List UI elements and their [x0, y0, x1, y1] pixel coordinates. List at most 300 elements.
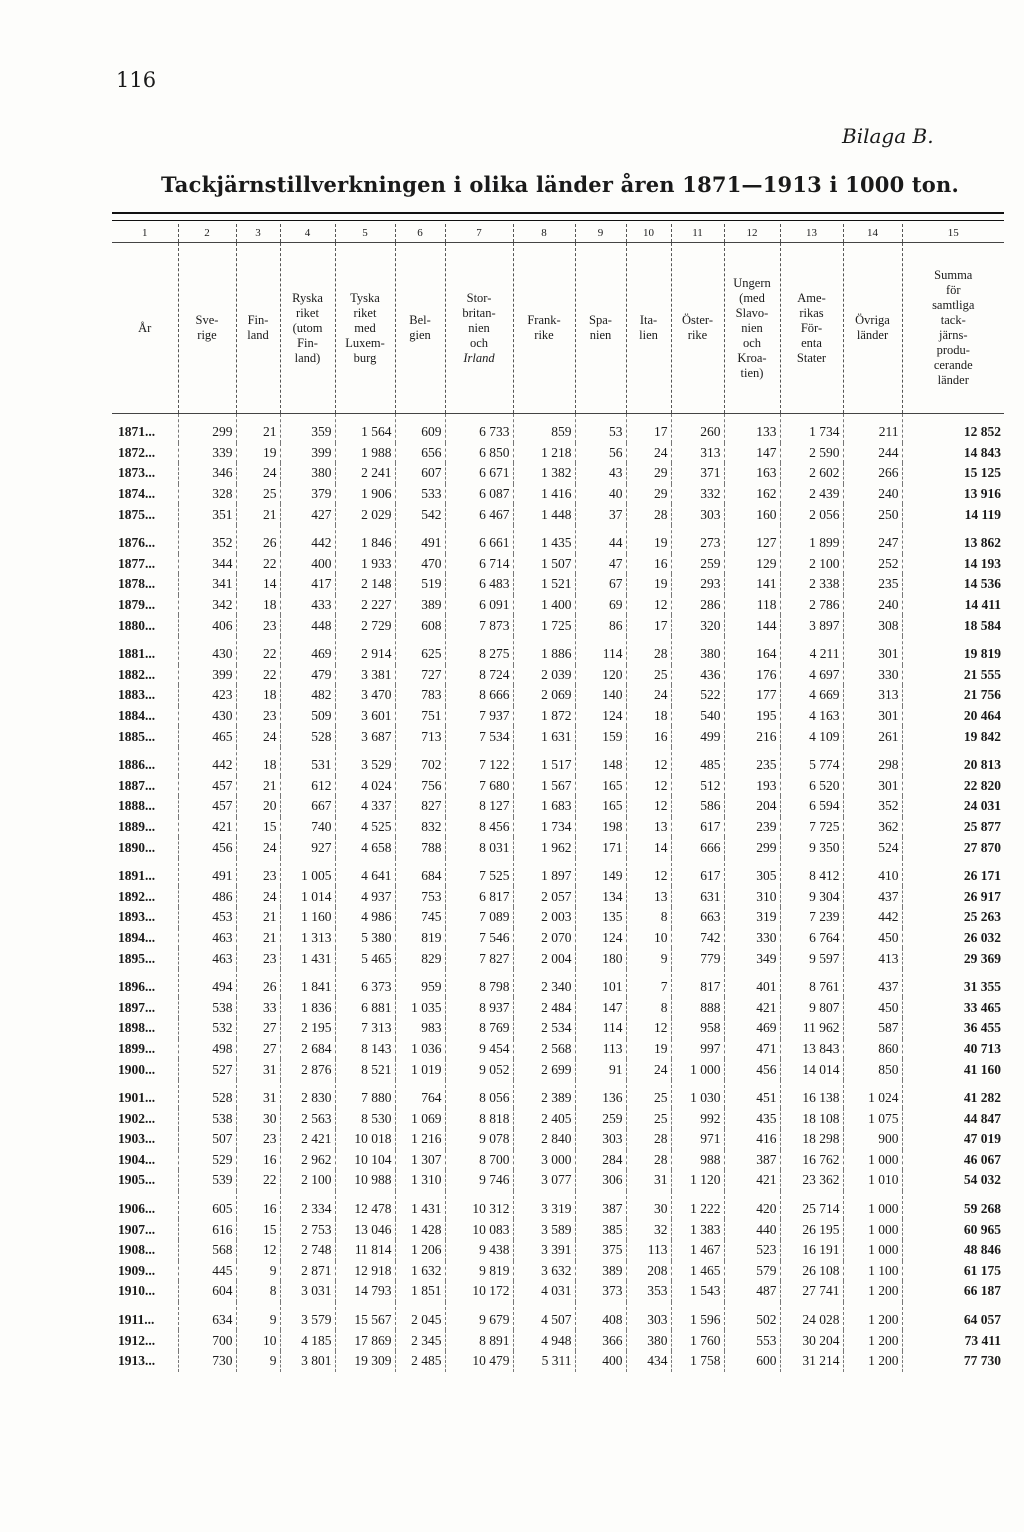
- value-cell: 310: [724, 886, 780, 907]
- value-cell: 5 311: [513, 1351, 575, 1372]
- column-header-line: rike: [534, 328, 554, 342]
- value-cell: 129: [724, 554, 780, 575]
- value-cell: 165: [575, 796, 626, 817]
- total-cell: 59 268: [902, 1191, 1004, 1220]
- value-cell: 24: [626, 1059, 671, 1080]
- value-cell: 19 309: [335, 1351, 395, 1372]
- year-cell: 1908...: [118, 1242, 156, 1258]
- total-cell: 15 125: [902, 463, 1004, 484]
- value-cell: 399: [178, 665, 236, 686]
- value-cell: 487: [724, 1281, 780, 1302]
- value-cell: 9 679: [445, 1302, 513, 1331]
- value-cell: 1 222: [671, 1191, 724, 1220]
- value-cell: 8: [626, 997, 671, 1018]
- table-row: [112, 1129, 1004, 1150]
- value-cell: 204: [724, 796, 780, 817]
- value-cell: 9: [626, 948, 671, 969]
- value-cell: 456: [178, 837, 236, 858]
- value-cell: 832: [395, 817, 445, 838]
- value-cell: 9 078: [445, 1129, 513, 1150]
- value-cell: 293: [671, 574, 724, 595]
- value-cell: 423: [178, 685, 236, 706]
- column-header-line: gien: [409, 328, 431, 342]
- table-row: [112, 1108, 1004, 1129]
- value-cell: 469: [280, 636, 335, 665]
- year-cell: 1910...: [118, 1283, 156, 1299]
- value-cell: 3 897: [780, 615, 843, 636]
- value-cell: 471: [724, 1039, 780, 1060]
- table-row: [112, 1170, 1004, 1191]
- value-cell: 740: [280, 817, 335, 838]
- total-cell: 41 160: [902, 1059, 1004, 1080]
- value-cell: 2 057: [513, 886, 575, 907]
- value-cell: 7 122: [445, 747, 513, 776]
- value-cell: 2 568: [513, 1039, 575, 1060]
- value-cell: 13: [626, 886, 671, 907]
- column-header-line: Öster-: [682, 313, 713, 327]
- value-cell: 20: [236, 796, 280, 817]
- value-cell: 420: [724, 1191, 780, 1220]
- value-cell: 634: [178, 1302, 236, 1331]
- value-cell: 971: [671, 1129, 724, 1150]
- column-number: 6: [395, 224, 445, 243]
- table-row: [112, 997, 1004, 1018]
- value-cell: 1 030: [671, 1080, 724, 1109]
- value-cell: 19: [626, 574, 671, 595]
- value-cell: 528: [280, 726, 335, 747]
- column-header-line: rike: [687, 328, 708, 342]
- year-cell: 1913...: [118, 1353, 156, 1369]
- value-cell: 7 725: [780, 817, 843, 838]
- column-header-line: År: [138, 320, 152, 335]
- total-cell: 26 171: [902, 858, 1004, 887]
- value-cell: 1 200: [843, 1302, 902, 1331]
- year-cell: 1905...: [118, 1172, 156, 1188]
- value-cell: 616: [178, 1219, 236, 1240]
- value-cell: 29: [626, 484, 671, 505]
- year-cell: 1875...: [118, 506, 156, 522]
- value-cell: 259: [575, 1108, 626, 1129]
- value-cell: 1 988: [335, 443, 395, 464]
- value-cell: 21: [236, 776, 280, 797]
- year-cell: 1911...: [118, 1312, 155, 1328]
- value-cell: 14 793: [335, 1281, 395, 1302]
- value-cell: 1 069: [395, 1108, 445, 1129]
- value-cell: 2 045: [395, 1302, 445, 1331]
- column-header-line: land: [247, 328, 269, 342]
- value-cell: 533: [395, 484, 445, 505]
- value-cell: 25: [626, 1108, 671, 1129]
- value-cell: 118: [724, 595, 780, 616]
- value-cell: 140: [575, 685, 626, 706]
- column-header: [575, 243, 626, 414]
- column-header-line: För-: [800, 320, 823, 335]
- value-cell: 399: [280, 443, 335, 464]
- value-cell: 491: [395, 525, 445, 554]
- value-cell: 1 467: [671, 1240, 724, 1261]
- value-cell: 817: [671, 969, 724, 998]
- value-cell: 24: [236, 837, 280, 858]
- value-cell: 22: [236, 1170, 280, 1191]
- value-cell: 8 798: [445, 969, 513, 998]
- value-cell: 4 109: [780, 726, 843, 747]
- value-cell: 888: [671, 997, 724, 1018]
- total-cell: 31 355: [902, 969, 1004, 998]
- value-cell: 16: [626, 726, 671, 747]
- column-header-line: Kroa-: [737, 350, 767, 365]
- value-cell: 389: [575, 1261, 626, 1282]
- value-cell: 2 729: [335, 615, 395, 636]
- value-cell: 303: [626, 1302, 671, 1331]
- value-cell: 2 590: [780, 443, 843, 464]
- total-cell: 21 756: [902, 685, 1004, 706]
- column-header: [724, 243, 780, 414]
- value-cell: 301: [843, 776, 902, 797]
- value-cell: 86: [575, 615, 626, 636]
- value-cell: 29: [626, 463, 671, 484]
- value-cell: 587: [843, 1018, 902, 1039]
- value-cell: 437: [843, 969, 902, 998]
- value-cell: 19: [626, 525, 671, 554]
- value-cell: 1 596: [671, 1302, 724, 1331]
- total-cell: 26 917: [902, 886, 1004, 907]
- value-cell: 3 470: [335, 685, 395, 706]
- value-cell: 529: [178, 1150, 236, 1171]
- value-cell: 127: [724, 525, 780, 554]
- value-cell: 301: [843, 636, 902, 665]
- column-number: 2: [178, 224, 236, 243]
- column-header-line: (med: [739, 290, 765, 305]
- value-cell: 4 986: [335, 907, 395, 928]
- value-cell: 1 216: [395, 1129, 445, 1150]
- value-cell: 2 039: [513, 665, 575, 686]
- column-header-line: länder: [856, 328, 889, 342]
- value-cell: 469: [724, 1018, 780, 1039]
- value-cell: 147: [724, 443, 780, 464]
- value-cell: 522: [671, 685, 724, 706]
- value-cell: 21: [236, 414, 280, 443]
- value-cell: 631: [671, 886, 724, 907]
- value-cell: 524: [843, 837, 902, 858]
- total-cell: 19 842: [902, 726, 1004, 747]
- value-cell: 745: [395, 907, 445, 928]
- value-cell: 4 641: [335, 858, 395, 887]
- column-header-line: nien: [589, 328, 612, 342]
- pig-iron-production-table: [112, 224, 1004, 1372]
- column-header: [236, 243, 280, 414]
- value-cell: 666: [671, 837, 724, 858]
- value-cell: 2 748: [280, 1240, 335, 1261]
- value-cell: 10 312: [445, 1191, 513, 1220]
- year-cell: 1892...: [118, 888, 156, 904]
- value-cell: 502: [724, 1302, 780, 1331]
- value-cell: 373: [575, 1281, 626, 1302]
- value-cell: 37: [575, 504, 626, 525]
- value-cell: 313: [843, 685, 902, 706]
- value-cell: 507: [178, 1129, 236, 1150]
- value-cell: 27: [236, 1018, 280, 1039]
- value-cell: 1 567: [513, 776, 575, 797]
- value-cell: 434: [626, 1351, 671, 1372]
- value-cell: 7 239: [780, 907, 843, 928]
- total-cell: 60 965: [902, 1219, 1004, 1240]
- value-cell: 160: [724, 504, 780, 525]
- page-number: 116: [116, 68, 157, 92]
- value-cell: 10 479: [445, 1351, 513, 1372]
- value-cell: 400: [280, 554, 335, 575]
- column-header-line: Sve-: [195, 313, 219, 327]
- value-cell: 2 405: [513, 1108, 575, 1129]
- year-cell: 1877...: [118, 555, 156, 571]
- value-cell: 2 786: [780, 595, 843, 616]
- column-number: 10: [626, 224, 671, 243]
- value-cell: 24: [626, 443, 671, 464]
- value-cell: 5 774: [780, 747, 843, 776]
- column-header-line: Fin-: [297, 335, 318, 350]
- column-header: [843, 243, 902, 414]
- value-cell: 2 421: [280, 1129, 335, 1150]
- value-cell: 2 004: [513, 948, 575, 969]
- value-cell: 5 465: [335, 948, 395, 969]
- value-cell: 579: [724, 1261, 780, 1282]
- total-cell: 19 819: [902, 636, 1004, 665]
- year-cell: 1885...: [118, 728, 156, 744]
- value-cell: 352: [178, 525, 236, 554]
- value-cell: 13 843: [780, 1039, 843, 1060]
- value-cell: 1 075: [843, 1108, 902, 1129]
- value-cell: 617: [671, 858, 724, 887]
- value-cell: 12: [236, 1240, 280, 1261]
- value-cell: 16: [236, 1191, 280, 1220]
- value-cell: 2 602: [780, 463, 843, 484]
- value-cell: 1 543: [671, 1281, 724, 1302]
- value-cell: 308: [843, 615, 902, 636]
- value-cell: 1 313: [280, 928, 335, 949]
- value-cell: 453: [178, 907, 236, 928]
- column-header-line: tack-: [940, 313, 966, 327]
- value-cell: 3 632: [513, 1261, 575, 1282]
- value-cell: 136: [575, 1080, 626, 1109]
- value-cell: 531: [280, 747, 335, 776]
- year-cell: 1900...: [118, 1061, 156, 1077]
- value-cell: 16: [626, 554, 671, 575]
- column-header-line: Luxem-: [345, 335, 385, 350]
- table-row: [112, 1080, 1004, 1109]
- value-cell: 3 687: [335, 726, 395, 747]
- value-cell: 1 206: [395, 1240, 445, 1261]
- value-cell: 1 683: [513, 796, 575, 817]
- value-cell: 1 100: [843, 1261, 902, 1282]
- value-cell: 400: [575, 1351, 626, 1372]
- value-cell: 442: [178, 747, 236, 776]
- value-cell: 387: [575, 1191, 626, 1220]
- value-cell: 430: [178, 636, 236, 665]
- value-cell: 2 563: [280, 1108, 335, 1129]
- value-cell: 10 172: [445, 1281, 513, 1302]
- value-cell: 1 631: [513, 726, 575, 747]
- column-header-line: produ-: [936, 343, 970, 357]
- year-cell: 1891...: [118, 868, 156, 884]
- value-cell: 319: [724, 907, 780, 928]
- value-cell: 465: [178, 726, 236, 747]
- value-cell: 9 438: [445, 1240, 513, 1261]
- value-cell: 33: [236, 997, 280, 1018]
- year-cell: 1909...: [118, 1262, 156, 1278]
- total-cell: 20 464: [902, 706, 1004, 727]
- column-number-row: [112, 224, 1004, 243]
- value-cell: 17: [626, 414, 671, 443]
- value-cell: 18: [626, 706, 671, 727]
- value-cell: 410: [843, 858, 902, 887]
- value-cell: 6 881: [335, 997, 395, 1018]
- value-cell: 301: [843, 706, 902, 727]
- value-cell: 165: [575, 776, 626, 797]
- value-cell: 8 761: [780, 969, 843, 998]
- value-cell: 351: [178, 504, 236, 525]
- value-cell: 1 632: [395, 1261, 445, 1282]
- table-row: [112, 886, 1004, 907]
- year-cell: 1879...: [118, 597, 156, 613]
- value-cell: 26 108: [780, 1261, 843, 1282]
- table-row: [112, 837, 1004, 858]
- year-cell: 1872...: [118, 444, 156, 460]
- table-row: [112, 504, 1004, 525]
- column-header: [780, 243, 843, 414]
- table-body: [112, 414, 1004, 1372]
- value-cell: 788: [395, 837, 445, 858]
- value-cell: 1 024: [843, 1080, 902, 1109]
- value-cell: 7 525: [445, 858, 513, 887]
- column-number: 9: [575, 224, 626, 243]
- value-cell: 1 010: [843, 1170, 902, 1191]
- value-cell: 451: [724, 1080, 780, 1109]
- value-cell: 2 227: [335, 595, 395, 616]
- value-cell: 211: [843, 414, 902, 443]
- value-cell: 17 869: [335, 1330, 395, 1351]
- value-cell: 24 028: [780, 1302, 843, 1331]
- value-cell: 2 056: [780, 504, 843, 525]
- table-row: [112, 817, 1004, 838]
- value-cell: 2 100: [780, 554, 843, 575]
- value-cell: 983: [395, 1018, 445, 1039]
- value-cell: 1 906: [335, 484, 395, 505]
- column-header-line: Bel-: [409, 313, 431, 327]
- value-cell: 346: [178, 463, 236, 484]
- value-cell: 457: [178, 796, 236, 817]
- value-cell: 67: [575, 574, 626, 595]
- total-cell: 12 852: [902, 414, 1004, 443]
- value-cell: 6 520: [780, 776, 843, 797]
- value-cell: 958: [671, 1018, 724, 1039]
- value-cell: 617: [671, 817, 724, 838]
- value-cell: 252: [843, 554, 902, 575]
- table-row: [112, 443, 1004, 464]
- value-cell: 23: [236, 706, 280, 727]
- value-cell: 273: [671, 525, 724, 554]
- column-header-line: Ungern: [733, 275, 771, 290]
- year-cell: 1883...: [118, 687, 156, 703]
- column-header: [112, 243, 178, 414]
- value-cell: 416: [724, 1129, 780, 1150]
- value-cell: 379: [280, 484, 335, 505]
- value-cell: 320: [671, 615, 724, 636]
- value-cell: 10: [626, 928, 671, 949]
- value-cell: 445: [178, 1261, 236, 1282]
- value-cell: 147: [575, 997, 626, 1018]
- value-cell: 208: [626, 1261, 671, 1282]
- value-cell: 433: [280, 595, 335, 616]
- value-cell: 177: [724, 685, 780, 706]
- value-cell: 540: [671, 706, 724, 727]
- value-cell: 23 362: [780, 1170, 843, 1191]
- value-cell: 6 714: [445, 554, 513, 575]
- value-cell: 491: [178, 858, 236, 887]
- value-cell: 684: [395, 858, 445, 887]
- value-cell: 435: [724, 1108, 780, 1129]
- column-number: 15: [902, 224, 1004, 243]
- value-cell: 1 841: [280, 969, 335, 998]
- value-cell: 124: [575, 706, 626, 727]
- value-cell: 14: [236, 574, 280, 595]
- value-cell: 421: [178, 817, 236, 838]
- value-cell: 1 035: [395, 997, 445, 1018]
- value-cell: 6 467: [445, 504, 513, 525]
- value-cell: 2 439: [780, 484, 843, 505]
- value-cell: 486: [178, 886, 236, 907]
- value-cell: 330: [724, 928, 780, 949]
- value-cell: 6 733: [445, 414, 513, 443]
- value-cell: 10 018: [335, 1129, 395, 1150]
- column-number: 3: [236, 224, 280, 243]
- value-cell: 997: [671, 1039, 724, 1060]
- value-cell: 9 746: [445, 1170, 513, 1191]
- value-cell: 2 914: [335, 636, 395, 665]
- value-cell: 436: [671, 665, 724, 686]
- value-cell: 2 334: [280, 1191, 335, 1220]
- appendix-label: Bilaga B.: [842, 124, 934, 148]
- total-cell: 29 369: [902, 948, 1004, 969]
- year-cell: 1871...: [118, 424, 156, 440]
- value-cell: 4 337: [335, 796, 395, 817]
- table-row: [112, 414, 1004, 443]
- value-cell: 10 083: [445, 1219, 513, 1240]
- value-cell: 2 340: [513, 969, 575, 998]
- value-cell: 7 880: [335, 1080, 395, 1109]
- value-cell: 328: [178, 484, 236, 505]
- column-header-line: enta: [801, 335, 822, 350]
- value-cell: 1 886: [513, 636, 575, 665]
- value-cell: 2 484: [513, 997, 575, 1018]
- value-cell: 11 962: [780, 1018, 843, 1039]
- value-cell: 1 734: [513, 817, 575, 838]
- column-header: [280, 243, 335, 414]
- table-row: [112, 525, 1004, 554]
- column-number: 7: [445, 224, 513, 243]
- value-cell: 8 724: [445, 665, 513, 686]
- value-cell: 1 933: [335, 554, 395, 575]
- value-cell: 339: [178, 443, 236, 464]
- value-cell: 5 380: [335, 928, 395, 949]
- value-cell: 193: [724, 776, 780, 797]
- total-cell: 27 870: [902, 837, 1004, 858]
- value-cell: 1 000: [843, 1191, 902, 1220]
- value-cell: 1 014: [280, 886, 335, 907]
- value-cell: 2 195: [280, 1018, 335, 1039]
- year-cell: 1894...: [118, 929, 156, 945]
- value-cell: 16 138: [780, 1080, 843, 1109]
- value-cell: 1 428: [395, 1219, 445, 1240]
- value-cell: 12: [626, 776, 671, 797]
